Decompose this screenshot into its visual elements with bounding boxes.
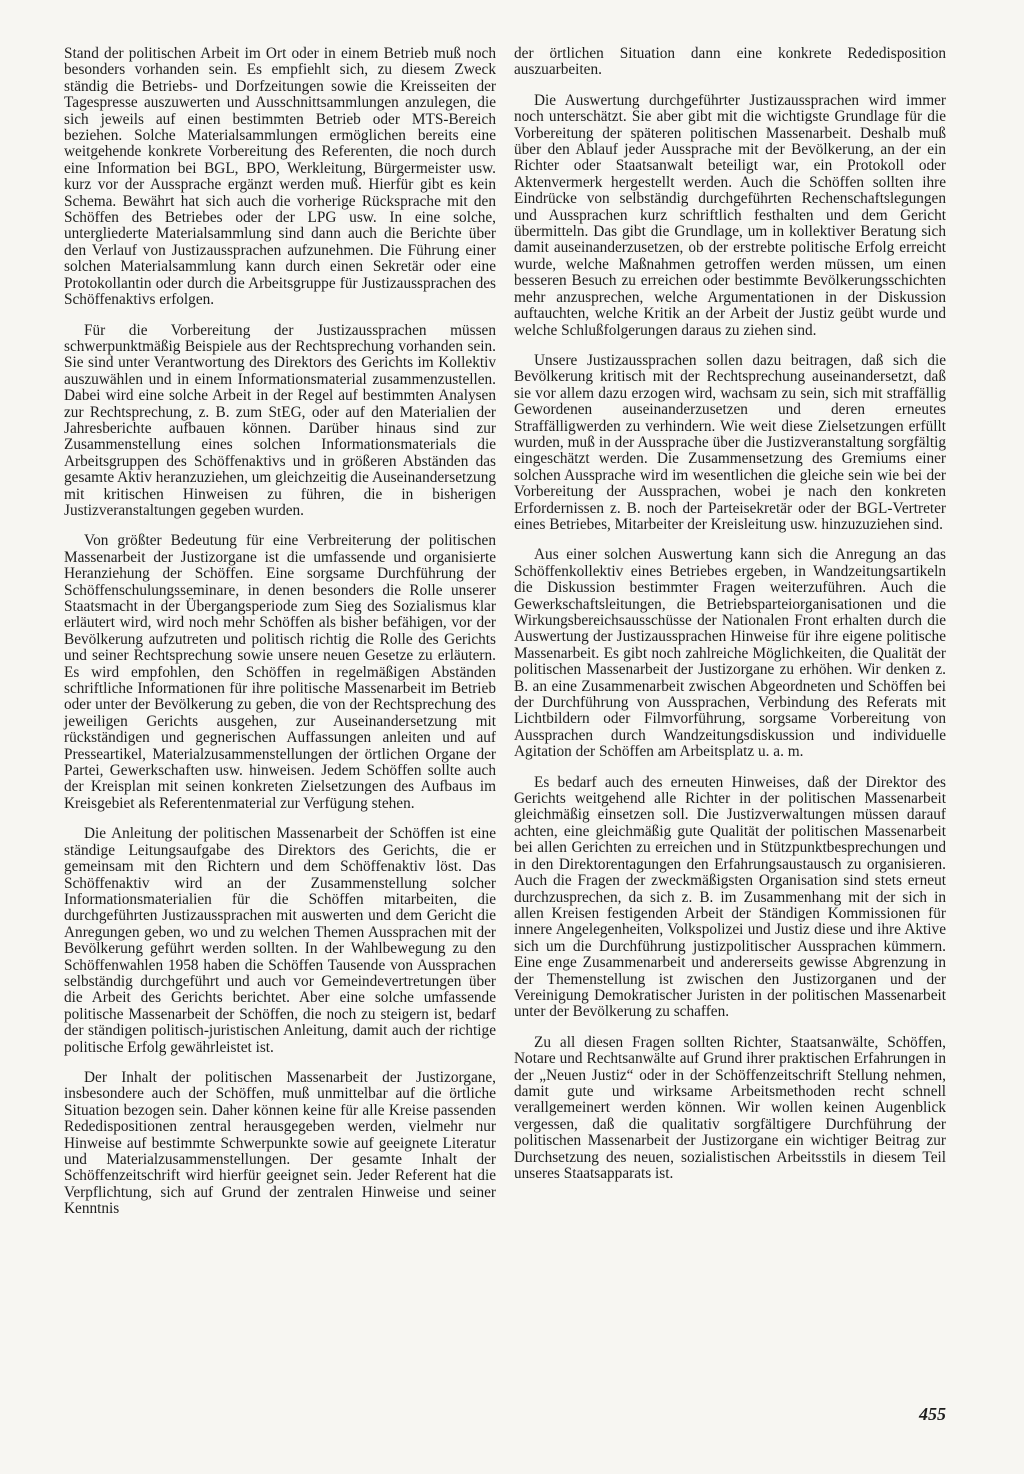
paragraph: Aus einer solchen Auswertung kann sich die Anregung an das Schöffenkollektiv eines Betriebes ergeben, in Wandzeitungsartikeln die Diskussion bestimmter Fragen weiterzuführen. Auch die Gewerkschaftsleitungen, die Betriebsparteiorganisationen und die Wirkungsbereichsausschüsse der Nationalen Front erhalten durch die Auswertung der Justizaussprachen Hinweise für ihre eigene politische Massenarbeit. Es gibt noch zahlreiche Möglichkeiten, die Qualität der politischen Massenarbeit der Justizorgane zu erhöhen. Wir denken z. B. an eine Zusammenarbeit zwischen Abgeordneten und Schöffen bei der Durchführung von Aussprachen, Verbindung des Referats mit Lichtbildern oder Filmvorführung, sorgsame Vorbereitung von Aussprachen durch Wandzeitungsdiskussion und individuelle Agitation der Schöffen am Arbeitsplatz u. a. m. xyxy=(514,546,946,761)
left-column xyxy=(64,46,496,1232)
paragraph: Es bedarf auch des erneuten Hinweises, daß der Direktor des Gerichts weitgehend alle Richter in der politischen Massenarbeit gleichmäßig einsetzen soll. Die Justizverwaltungen müssen darauf achten, eine gleichmäßig gute Qualität der politischen Massenarbeit bei allen Gerichten zu erreichen und in Stützpunktbesprechungen und in den Direktorentagungen den Erfahrungsaustausch zu organisieren. Auch die Fragen der zweckmäßigsten Organisation sind stets erneut durchzusprechen, da sich z. B. im Zusammenhang mit der sich in allen Kreisen festigenden Arbeit der Ständigen Kommissionen für innere Angelegenheiten, Volkspolizei und Justiz diese und ihre Aktive sich um die Durchführung justizpolitischer Aussprachen kümmern. Eine enge Zusammenarbeit und andererseits gewisse Abgrenzung in der Themenstellung ist zwischen den Justizorganen und der Vereinigung Demokratischer Juristen in der politischen Massenarbeit unter der Bevölkerung zu schaffen. xyxy=(514,773,946,1021)
paragraph: Stand der politischen Arbeit im Ort oder in einem Betrieb muß noch besonders vorhanden sein. Es empfiehlt sich, zu diesem Zweck ständig die Betriebs- und Dorfzeitungen sowie die Kreisseiten der Tagespresse auszuwerten und Ausschnittsammlungen anzulegen, die sich jeweils auf einen bestimmten Betrieb oder MTS-Bereich beziehen. Solche Materialsammlungen ermöglichen bereits eine weitgehende konkrete Vorbereitung des Referenten, die noch durch eine Information bei BGL, BPO, Werkleitung, Bürgermeister usw. kurz vor der Aussprache ergänzt werden muß. Hierfür gibt es kein Schema. Bewährt hat sich auch die vorherige Rücksprache mit den Schöffen des Betriebes oder der LPG usw. In eine solche, untergliederte Materialsammlung sind dann auch die Berichte über den Verlauf von Justizaussprachen aufzunehmen. Die Führung einer solchen Materialsammlung kann durch einen Sekretär oder eine Protokollantin oder durch die Arbeitsgruppe für Justizaussprachen des Schöffenaktivs erfolgen. xyxy=(64,45,496,309)
paragraph: der örtlichen Situation dann eine konkrete Rededisposition auszuarbeiten. xyxy=(514,45,946,79)
paragraph: Zu all diesen Fragen sollten Richter, Staatsanwälte, Schöffen, Notare und Rechtsanwälte auf Grund ihrer praktischen Erfahrungen in der „Neuen Justiz“ oder in der Schöffenzeitschrift Stellung nehmen, damit gute und wirksame Arbeitsmethoden recht schnell verallgemeinert werden können. Wir wollen keinen Augenblick vergessen, daß die qualitativ sorgfältigere Durchführung der politischen Massenarbeit der Justizorgane ein wichtiger Beitrag zur Durchsetzung des neuen, sozialistischen Arbeitsstils in diesem Teil unseres Staatsapparats ist. xyxy=(514,1033,946,1182)
page-number: 455 xyxy=(919,1404,946,1424)
paragraph: Für die Vorbereitung der Justizaussprachen müssen schwerpunktmäßig Beispiele aus der Rechtsprechung vorhanden sein. Sie sind unter Verantwortung des Direktors des Gerichts im Kollektiv auszuwählen und in einem Informationsmaterial zusammenzustellen. Dabei wird eine solche Arbeit in der Regel auf bestimmten Analysen zur Rechtsprechung, z. B. zum StEG, oder auf den Materialien der Jahresberichte aufbauen können. Darüber hinaus sind zur Zusammenstellung eines solchen Informationsmaterials die Arbeitsgruppen des Schöffenaktivs und in größeren Abständen das gesamte Aktiv heranzuziehen, um gleichzeitig die Auseinandersetzung mit kritischen Hinweisen zu führen, die in bisherigen Justizveranstaltungen gegeben wurden. xyxy=(64,321,496,519)
paragraph: Die Auswertung durchgeführter Justizaussprachen wird immer noch unterschätzt. Sie aber gibt mit die wichtigste Grundlage für die Vorbereitung der späteren politischen Massenarbeit. Deshalb muß über den Ablauf jeder Aussprache mit der Bevölkerung, an der ein Richter oder Staatsanwalt beteiligt war, ein Protokoll oder Aktenvermerk hergestellt werden. Auch die Schöffen sollten ihre Eindrücke von selbständig durchgeführten Rechenschaftslegungen und Aussprachen kurz schriftlich festhalten und dem Gericht übermitteln. Das gibt die Grundlage, um in kollektiver Beratung sich damit auseinanderzusetzen, ob der erstrebte politische Erfolg erreicht wurde, welche Maßnahmen getroffen werden müssen, um einen besseren Besuch zu erreichen oder bestimmte Bevölkerungsschichten mehr anzusprechen, welche Argumentationen in der Diskussion auftauchten, welche Kritik an der Arbeit der Justiz geübt wurde und welche Schlußfolgerungen daraus zu ziehen sind. xyxy=(514,91,946,339)
paragraph: Der Inhalt der politischen Massenarbeit der Justizorgane, insbesondere auch der Schöffen, muß unmittelbar auf die örtliche Situation bezogen sein. Daher können keine für alle Kreise passenden Rededispositionen zentral herausgegeben werden, vielmehr nur Hinweise auf bestimmte Schwerpunkte sowie auf geeignete Literatur und Materialzusammenstellungen. Der gesamte Inhalt der Schöffenzeitschrift wird hierfür geeignet sein. Jeder Referent hat die Verpflichtung, sich auf Grund der zentralen Hinweise und seiner Kenntnis xyxy=(64,1068,496,1218)
paragraph: Die Anleitung der politischen Massenarbeit der Schöffen ist eine ständige Leitungsaufgabe des Direktors des Gerichts, die er gemeinsam mit den Richtern und dem Schöffenaktiv löst. Das Schöffenaktiv wird an der Zusammenstellung solcher Informationsmaterialien für die Schöffen mitarbeiten, die durchgeführten Justizaussprachen mit auswerten und dem Gericht die Anregungen geben, wo und zu welchen Themen Aussprachen mit der Bevölkerung geführt werden sollten. In der Wahlbewegung zu den Schöffenwahlen 1958 haben die Schöffen Tausende von Aussprachen selbständig durchgeführt und auch vor Gemeindevertretungen über die Arbeit des Gerichts berichtet. Aber eine solche umfassende politische Massenarbeit der Schöffen, die noch zu steigern ist, bedarf der ständigen politisch-juristischen Anleitung, damit auch der richtige politische Erfolg gewährleistet ist. xyxy=(64,825,496,1056)
paragraph: Von größter Bedeutung für eine Verbreiterung der politischen Massenarbeit der Justizorgane ist die umfassende und organisierte Heranziehung der Schöffen. Eine sorgsame Durchführung der Schöffenschulungsseminare, in denen besonders die Rolle unserer Staatsmacht in der Übergangsperiode zum Sieg des Sozialismus klar erläutert wird, wird noch mehr Schöffen als bisher befähigen, vor der Bevölkerung aufzutreten und politisch richtig die Rolle des Gerichts und seiner Rechtsprechung sowie unsere neuen Gesetze zu erläutern. Es wird empfohlen, den Schöffen in regelmäßigen Abständen schriftliche Informationen für ihre politische Massenarbeit im Betrieb oder unter der Bevölkerung zu geben, die von der Rechtsprechung des jeweiligen Gerichts ausgehen, zur Auseinandersetzung mit rückständigen und gegnerischen Auffassungen anleiten und auf Presseartikel, Materialzusammenstellungen der örtlichen Organe der Partei, Gewerkschaften usw. hinweisen. Jedem Schöffen sollte auch der Kreisplan mit seinen konkreten Zielsetzungen des Aufbaus im Kreisgebiet als Referentenmaterial zur Verfügung stehen. xyxy=(64,532,496,812)
right-column xyxy=(514,46,946,1196)
paragraph: Unsere Justizaussprachen sollen dazu beitragen, daß sich die Bevölkerung kritisch mit der Rechtsprechung auseinandersetzt, daß sie vor allem dazu erzogen wird, wachsam zu sein, sich mit straffällig Gewordenen auseinanderzusetzen und deren erneutes Straffälligwerden zu verhindern. Wie weit diese Zielsetzungen erfüllt wurden, muß in der Aussprache über die Justizveranstaltung sorgfältig eingeschätzt werden. Die Zusammensetzung des Gremiums einer solchen Aussprache wird im wesentlichen die gleiche sein wie bei der Vorbereitung der Aussprachen, wobei je nach den konkreten Erfordernissen z. B. noch der Parteisekretär oder der BGL-Vertreter eines Betriebes, Mitarbeiter der Kreisleitung usw. hinzuzuziehen sind. xyxy=(514,351,946,533)
